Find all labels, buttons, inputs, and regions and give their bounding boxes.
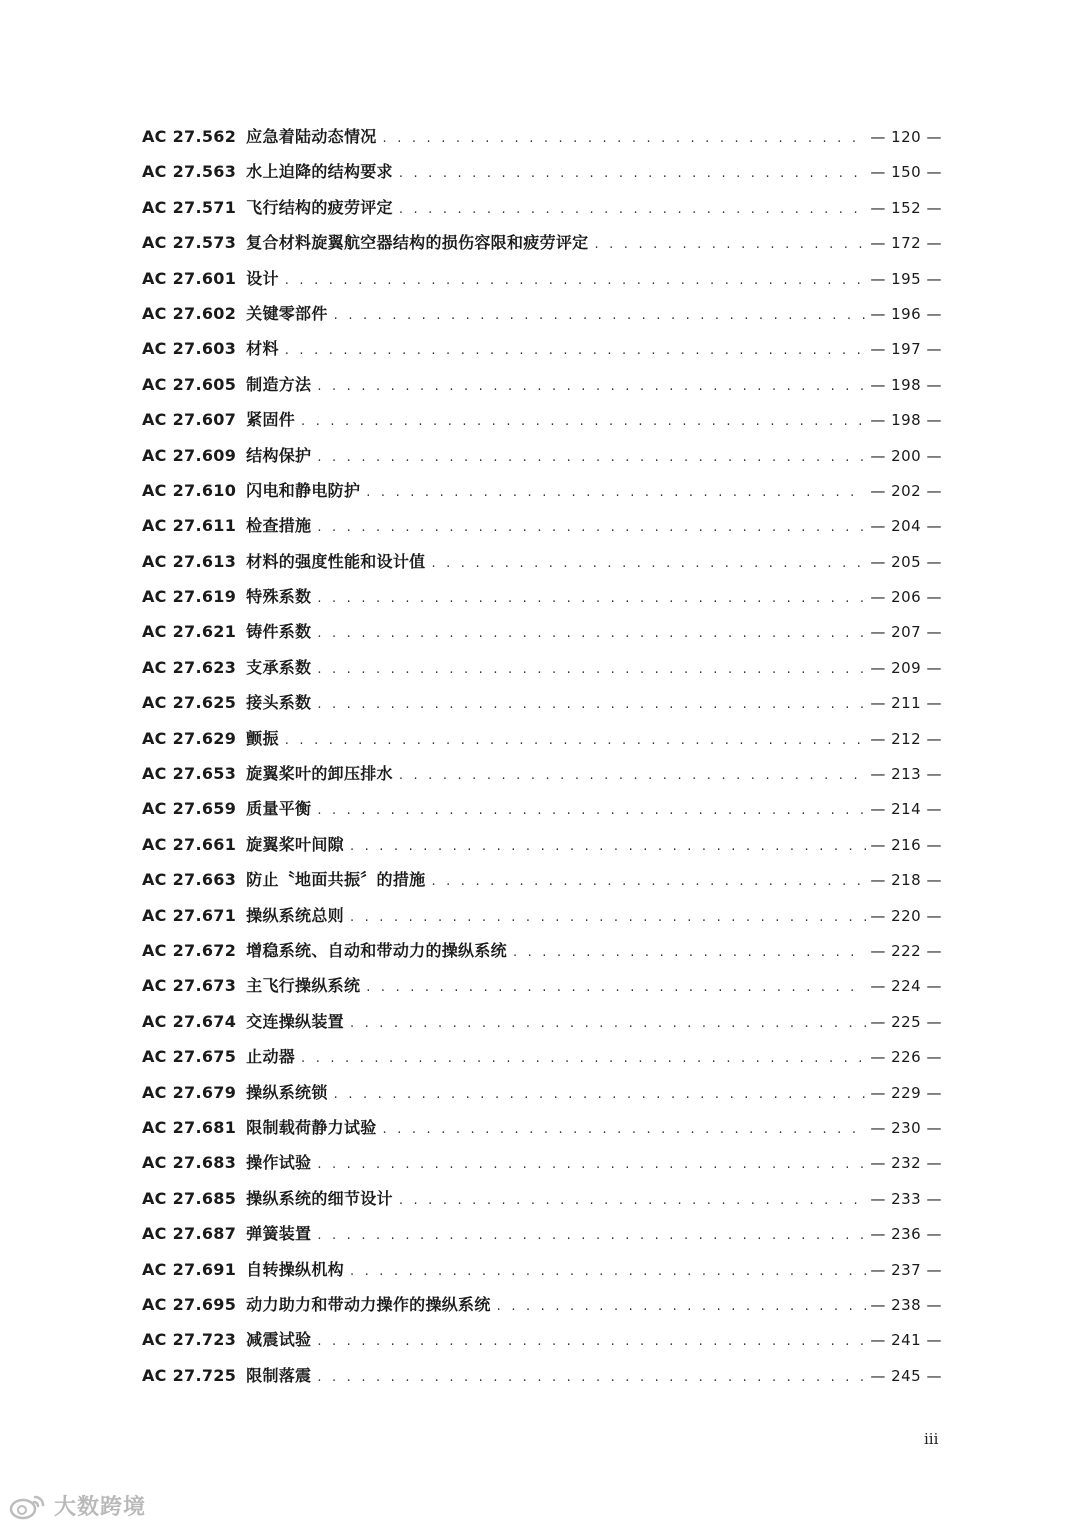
toc-entry[interactable] bbox=[142, 1292, 942, 1327]
toc-entry-title: 操纵系统总则 bbox=[246, 905, 344, 925]
toc-entry-page: — 224 — bbox=[870, 977, 942, 996]
toc-entry-title: 闪电和静电防护 bbox=[246, 480, 361, 500]
toc-dot-leader bbox=[317, 662, 866, 677]
toc-dot-leader bbox=[317, 520, 866, 535]
toc-entry-code: AC 27.621 bbox=[142, 622, 237, 642]
toc-entry-code: AC 27.605 bbox=[142, 374, 237, 394]
toc-dot-leader bbox=[431, 874, 866, 889]
toc-entry-page: — 205 — bbox=[870, 552, 942, 571]
watermark bbox=[8, 1490, 146, 1521]
toc-entry-page: — 195 — bbox=[870, 269, 942, 288]
toc-entry-code: AC 27.562 bbox=[142, 127, 237, 146]
toc-entry-page: — 202 — bbox=[870, 481, 942, 500]
toc-dot-leader bbox=[399, 202, 866, 217]
toc-entry[interactable] bbox=[142, 1115, 942, 1150]
toc-entry-title: 接头系数 bbox=[246, 693, 312, 713]
toc-entry-page: — 207 — bbox=[870, 623, 942, 642]
toc-entry-page: — 245 — bbox=[870, 1366, 942, 1385]
toc-entry-title: 颤振 bbox=[246, 728, 279, 748]
toc-entry-title: 飞行结构的疲劳评定 bbox=[246, 197, 393, 217]
toc-entry-title: 特殊系数 bbox=[246, 587, 312, 607]
toc-entry-title: 质量平衡 bbox=[246, 799, 312, 819]
toc-entry-title: 止动器 bbox=[246, 1047, 296, 1067]
toc-entry[interactable] bbox=[142, 867, 942, 902]
toc-entry-title: 关键零部件 bbox=[246, 303, 328, 323]
toc-entry-title: 限制载荷静力试验 bbox=[246, 1117, 377, 1137]
toc-entry-page: — 200 — bbox=[870, 446, 942, 465]
toc-entry-title: 旋翼桨叶间隙 bbox=[246, 834, 344, 854]
toc-entry-page: — 213 — bbox=[870, 765, 942, 784]
toc-entry-page: — 230 — bbox=[870, 1118, 942, 1137]
toc-dot-leader bbox=[285, 733, 867, 748]
toc-entry-code: AC 27.675 bbox=[142, 1047, 237, 1067]
toc-entry-title: 铸件系数 bbox=[246, 622, 312, 642]
toc-entry-title: 设计 bbox=[246, 268, 279, 288]
toc-entry-page: — 218 — bbox=[870, 871, 942, 890]
toc-entry-page: — 229 — bbox=[870, 1083, 942, 1102]
toc-entry-code: AC 27.609 bbox=[142, 445, 237, 465]
toc-dot-leader bbox=[594, 237, 866, 252]
toc-entry-page: — 172 — bbox=[870, 234, 942, 253]
toc-entry[interactable] bbox=[142, 266, 942, 301]
toc-dot-leader bbox=[317, 1334, 866, 1349]
toc-entry-code: AC 27.663 bbox=[142, 870, 237, 890]
toc-entry[interactable] bbox=[142, 1150, 942, 1185]
toc-dot-leader bbox=[513, 945, 866, 960]
toc-dot-leader bbox=[317, 803, 866, 818]
toc-entry-page: — 209 — bbox=[870, 658, 942, 677]
toc-entry[interactable] bbox=[142, 690, 942, 725]
toc-entry-code: AC 27.681 bbox=[142, 1117, 237, 1137]
toc-dot-leader bbox=[317, 379, 866, 394]
toc-entry[interactable] bbox=[142, 159, 942, 194]
toc-entry-code: AC 27.611 bbox=[142, 516, 237, 536]
weibo-logo-icon bbox=[8, 1491, 48, 1521]
toc-entry-page: — 214 — bbox=[870, 800, 942, 819]
toc-entry-code: AC 27.610 bbox=[142, 480, 237, 500]
toc-entry-title: 材料的强度性能和设计值 bbox=[246, 551, 426, 571]
toc-entry-page: — 226 — bbox=[870, 1048, 942, 1067]
toc-dot-leader bbox=[317, 626, 866, 641]
toc-entry[interactable] bbox=[142, 478, 942, 513]
toc-entry[interactable] bbox=[142, 619, 942, 654]
toc-entry[interactable] bbox=[142, 1009, 942, 1044]
toc-dot-leader bbox=[317, 591, 866, 606]
toc-entry-page: — 197 — bbox=[870, 340, 942, 359]
toc-entry-code: AC 27.679 bbox=[142, 1082, 237, 1102]
toc-entry-title: 应急着陆动态情况 bbox=[246, 127, 377, 146]
toc-entry-title: 弹簧装置 bbox=[246, 1224, 312, 1244]
toc-dot-leader bbox=[317, 450, 866, 465]
toc-dot-leader bbox=[317, 1228, 866, 1243]
toc-entry-page: — 236 — bbox=[870, 1225, 942, 1244]
toc-entry-code: AC 27.685 bbox=[142, 1188, 237, 1208]
toc-entry-code: AC 27.674 bbox=[142, 1011, 237, 1031]
toc-entry-title: 水上迫降的结构要求 bbox=[246, 162, 393, 182]
toc-entry-code: AC 27.673 bbox=[142, 976, 237, 996]
watermark-text: 大数跨境 bbox=[54, 1495, 147, 1520]
toc-entry[interactable] bbox=[142, 1044, 942, 1079]
toc-entry[interactable] bbox=[142, 1186, 942, 1221]
toc-entry-code: AC 27.672 bbox=[142, 940, 237, 960]
toc-entry-title: 操纵系统锁 bbox=[246, 1082, 328, 1102]
toc-entry-code: AC 27.723 bbox=[142, 1330, 237, 1350]
toc-entry-page: — 216 — bbox=[870, 835, 942, 854]
toc-entry-code: AC 27.661 bbox=[142, 834, 237, 854]
toc-entry[interactable] bbox=[142, 195, 942, 230]
toc-entry-page: — 204 — bbox=[870, 517, 942, 536]
page-number: iii bbox=[924, 1430, 939, 1448]
toc-entry-page: — 233 — bbox=[870, 1189, 942, 1208]
toc-entry-title: 限制落震 bbox=[246, 1365, 312, 1385]
toc-entry-page: — 198 — bbox=[870, 375, 942, 394]
toc-entry-title: 结构保护 bbox=[246, 445, 312, 465]
toc-entry-code: AC 27.619 bbox=[142, 587, 237, 607]
toc-entry-title: 交连操纵装置 bbox=[246, 1011, 344, 1031]
toc-entry-title: 材料 bbox=[246, 339, 279, 359]
toc-entry-title: 减震试验 bbox=[246, 1330, 312, 1350]
toc-entry[interactable] bbox=[142, 549, 942, 584]
toc-entry[interactable] bbox=[142, 1363, 942, 1398]
toc-dot-leader bbox=[383, 1122, 867, 1137]
toc-entry-title: 动力助力和带动力操作的操纵系统 bbox=[246, 1294, 491, 1314]
toc-entry-code: AC 27.571 bbox=[142, 197, 237, 217]
toc-entry[interactable] bbox=[142, 124, 942, 159]
toc-entry[interactable] bbox=[142, 1257, 942, 1292]
toc-entry[interactable] bbox=[142, 443, 942, 478]
toc-entry-code: AC 27.691 bbox=[142, 1259, 237, 1279]
toc-dot-leader bbox=[301, 1051, 866, 1066]
toc-entry[interactable] bbox=[142, 1221, 942, 1256]
toc-entry[interactable] bbox=[142, 584, 942, 619]
toc-dot-leader bbox=[317, 697, 866, 712]
toc-dot-leader bbox=[350, 1264, 866, 1279]
toc-entry[interactable] bbox=[142, 655, 942, 690]
toc-dot-leader bbox=[399, 166, 866, 181]
toc-entry-page: — 212 — bbox=[870, 729, 942, 748]
toc-dot-leader bbox=[285, 273, 867, 288]
toc-entry-page: — 211 — bbox=[870, 694, 942, 713]
toc-entry-code: AC 27.659 bbox=[142, 799, 237, 819]
toc-entry-page: — 238 — bbox=[870, 1295, 942, 1314]
toc-entry-code: AC 27.695 bbox=[142, 1294, 237, 1314]
toc-entry-code: AC 27.653 bbox=[142, 764, 237, 784]
toc-dot-leader bbox=[350, 910, 866, 925]
toc-entry-page: — 220 — bbox=[870, 906, 942, 925]
toc-entry-code: AC 27.563 bbox=[142, 162, 237, 182]
toc-entry[interactable] bbox=[142, 513, 942, 548]
toc-entry-title: 增稳系统、自动和带动力的操纵系统 bbox=[246, 940, 507, 960]
toc-dot-leader bbox=[317, 1370, 866, 1385]
toc-entry-title: 自转操纵机构 bbox=[246, 1259, 344, 1279]
toc-entry-code: AC 27.725 bbox=[142, 1365, 237, 1385]
toc-entry[interactable] bbox=[142, 1080, 942, 1115]
toc-entry-code: AC 27.671 bbox=[142, 905, 237, 925]
toc-entry-page: — 237 — bbox=[870, 1260, 942, 1279]
toc-dot-leader bbox=[366, 980, 866, 995]
toc-entry-page: — 152 — bbox=[870, 198, 942, 217]
toc-dot-leader bbox=[301, 414, 866, 429]
toc-entry[interactable] bbox=[142, 407, 942, 442]
toc-entry-title: 主飞行操纵系统 bbox=[246, 976, 361, 996]
toc-entry-title: 紧固件 bbox=[246, 410, 296, 430]
toc-entry-page: — 232 — bbox=[870, 1154, 942, 1173]
toc-entry-page: — 120 — bbox=[870, 128, 942, 146]
toc-entry-title: 防止〝地面共振〞的措施 bbox=[246, 870, 426, 890]
table-of-contents bbox=[142, 124, 942, 1398]
toc-dot-leader bbox=[431, 556, 866, 571]
toc-entry-title: 制造方法 bbox=[246, 374, 312, 394]
toc-entry[interactable] bbox=[142, 1327, 942, 1362]
toc-entry-page: — 206 — bbox=[870, 588, 942, 607]
toc-entry-title: 支承系数 bbox=[246, 657, 312, 677]
toc-entry[interactable] bbox=[142, 761, 942, 796]
toc-dot-leader bbox=[350, 839, 866, 854]
toc-entry-code: AC 27.602 bbox=[142, 303, 237, 323]
toc-entry-code: AC 27.629 bbox=[142, 728, 237, 748]
toc-entry-code: AC 27.683 bbox=[142, 1153, 237, 1173]
toc-dot-leader bbox=[285, 343, 867, 358]
toc-entry-page: — 225 — bbox=[870, 1012, 942, 1031]
toc-entry-code: AC 27.613 bbox=[142, 551, 237, 571]
toc-dot-leader bbox=[334, 1087, 867, 1102]
toc-entry[interactable] bbox=[142, 230, 942, 265]
toc-entry-code: AC 27.607 bbox=[142, 410, 237, 430]
toc-entry-title: 复合材料旋翼航空器结构的损伤容限和疲劳评定 bbox=[246, 233, 589, 253]
toc-entry-code: AC 27.603 bbox=[142, 339, 237, 359]
toc-entry-page: — 196 — bbox=[870, 304, 942, 323]
toc-entry-title: 旋翼桨叶的卸压排水 bbox=[246, 764, 393, 784]
toc-dot-leader bbox=[399, 768, 866, 783]
toc-entry-page: — 241 — bbox=[870, 1331, 942, 1350]
toc-entry-page: — 198 — bbox=[870, 411, 942, 430]
toc-entry-page: — 150 — bbox=[870, 163, 942, 182]
toc-dot-leader bbox=[366, 485, 866, 500]
toc-entry-code: AC 27.601 bbox=[142, 268, 237, 288]
toc-dot-leader bbox=[317, 1157, 866, 1172]
toc-entry[interactable] bbox=[142, 336, 942, 371]
toc-entry-code: AC 27.623 bbox=[142, 657, 237, 677]
toc-entry-title: 检查措施 bbox=[246, 516, 312, 536]
toc-dot-leader bbox=[497, 1299, 867, 1314]
toc-entry[interactable] bbox=[142, 903, 942, 938]
toc-entry-title: 操纵系统的细节设计 bbox=[246, 1188, 393, 1208]
toc-entry-code: AC 27.625 bbox=[142, 693, 237, 713]
toc-entry[interactable] bbox=[142, 938, 942, 973]
toc-dot-leader bbox=[399, 1193, 866, 1208]
toc-entry[interactable] bbox=[142, 973, 942, 1008]
toc-entry[interactable] bbox=[142, 301, 942, 336]
toc-entry-code: AC 27.573 bbox=[142, 233, 237, 253]
toc-entry[interactable] bbox=[142, 372, 942, 407]
toc-dot-leader bbox=[334, 308, 867, 323]
toc-dot-leader bbox=[350, 1016, 866, 1031]
toc-dot-leader bbox=[383, 131, 867, 146]
toc-entry-title: 操作试验 bbox=[246, 1153, 312, 1173]
toc-entry[interactable] bbox=[142, 796, 942, 831]
toc-entry[interactable] bbox=[142, 726, 942, 761]
toc-entry[interactable] bbox=[142, 832, 942, 867]
toc-entry-page: — 222 — bbox=[870, 941, 942, 960]
toc-entry-code: AC 27.687 bbox=[142, 1224, 237, 1244]
